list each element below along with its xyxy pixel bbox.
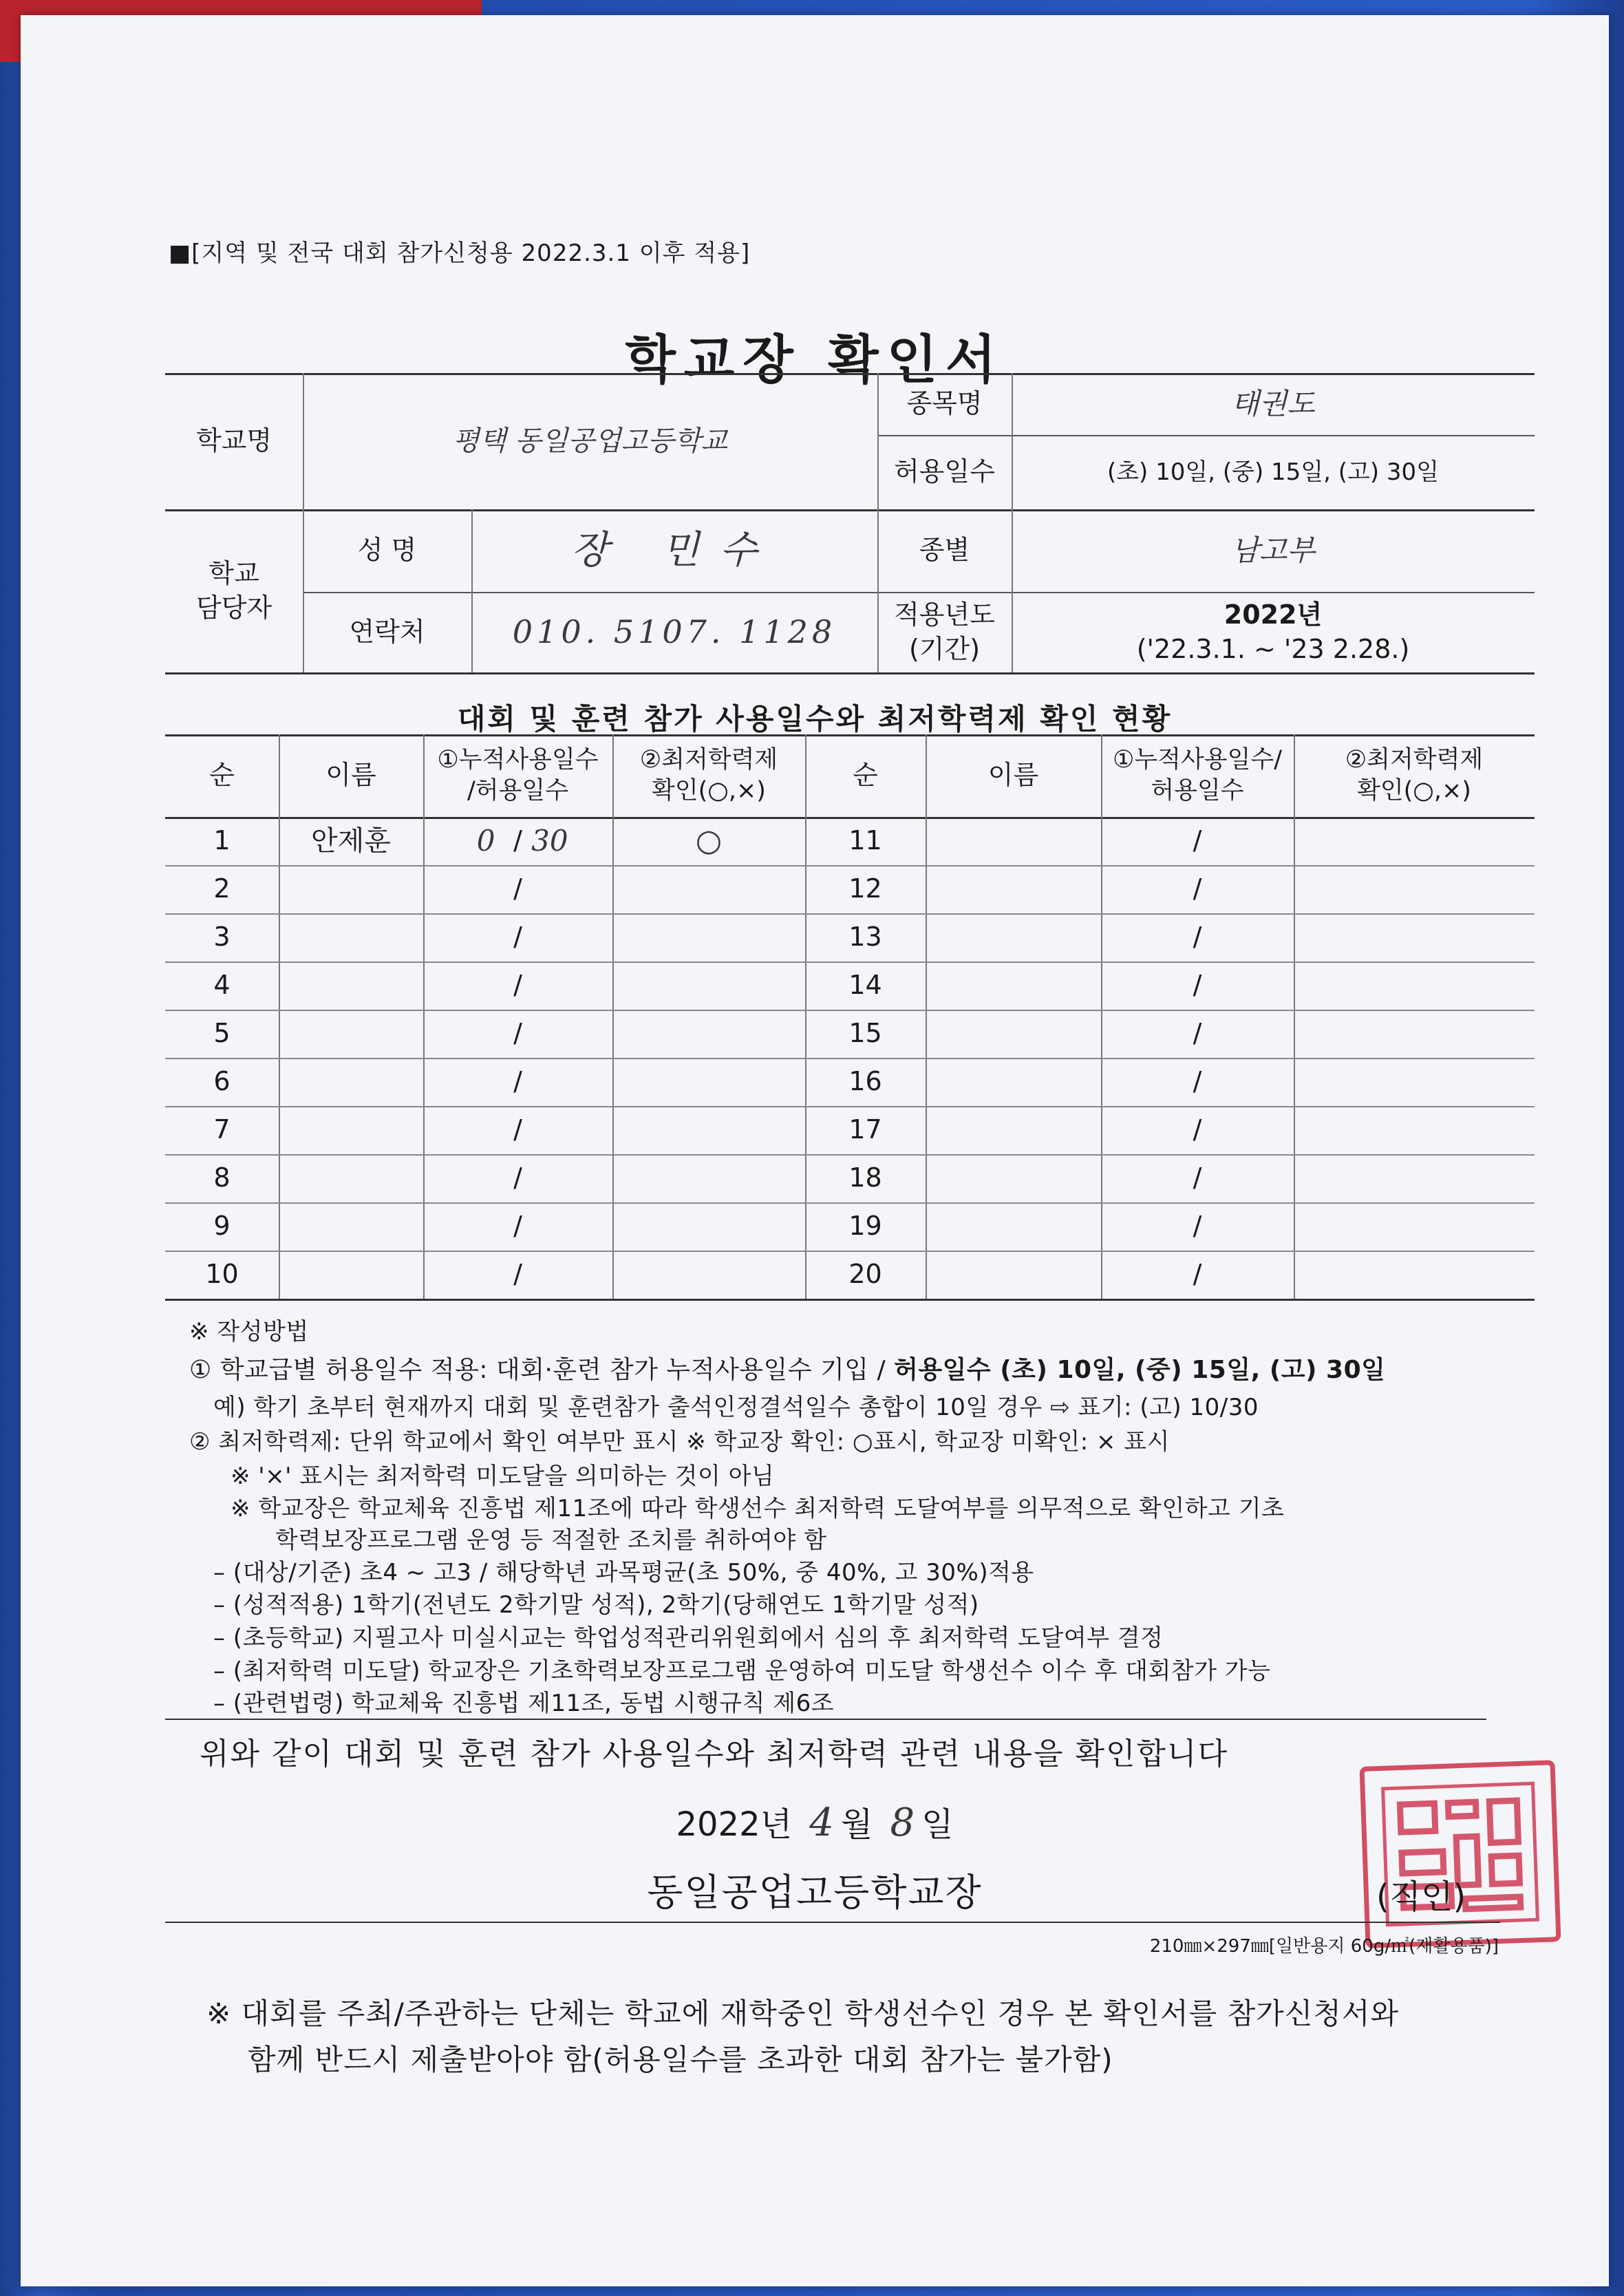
row-num-right: 17 [848, 1114, 882, 1145]
slash-separator: / [513, 970, 522, 1001]
slash-separator: / [513, 825, 522, 856]
row-check-right [1294, 961, 1535, 1010]
row-name-right [926, 961, 1101, 1010]
col-days-left-line1: ①누적사용일수 [437, 745, 599, 774]
row-days-right: / [1193, 1162, 1202, 1193]
row-name-right [926, 913, 1101, 961]
document-sheet [21, 15, 1609, 2286]
note-3: ② 최저학력제: 단위 학교에서 확인 여부만 표시 ※ 학교장 확인: ○표시, 학교장 미확인: × 표시 [189, 1428, 1170, 1456]
row-num-left: 7 [213, 1114, 231, 1145]
row-check-right [1294, 1154, 1535, 1202]
row-name-left [279, 1010, 423, 1058]
note-10: – (최저학력 미도달) 학교장은 기초학력보장프로그램 운영하여 미도달 학생선수 이수 후 대회참가 가능 [213, 1657, 1271, 1685]
row-num-right: 20 [848, 1259, 882, 1290]
col-days-left [423, 734, 612, 817]
col-num-left: 순 [209, 760, 235, 791]
row-check-left [612, 1202, 805, 1251]
footer-line2: 함께 반드시 제출받아야 함(허용일수를 초과한 대회 참가는 불가함) [248, 2043, 1113, 2077]
col-name-left: 이름 [325, 760, 376, 791]
note-5: ※ 학교장은 학교체육 진흥법 제11조에 따라 학생선수 최저학력 도달여부를 의무적으로 확인하고 기초 [231, 1495, 1285, 1522]
col-min-left-line1: ②최저학력제 [639, 745, 778, 774]
staff-label-line2: 담당자 [195, 592, 273, 623]
row-check-right [1294, 865, 1535, 913]
row-num-left: 1 [213, 825, 231, 856]
row-days-right: / [1193, 1114, 1202, 1145]
name-value: 장 민수 [570, 527, 778, 573]
row-name-right [926, 1010, 1101, 1058]
year-label-line2: (기간) [908, 633, 981, 664]
staff-label-line1: 학교 [209, 558, 259, 589]
col-days-right [1101, 734, 1294, 817]
row-num-left: 6 [213, 1066, 231, 1097]
slash-separator: / [513, 1211, 522, 1242]
row-num-right: 16 [848, 1066, 882, 1097]
slash-separator: / [513, 1162, 522, 1193]
row-name-right [926, 1058, 1101, 1106]
row-days-right: / [1193, 873, 1202, 904]
official-seal-stamp [1359, 1760, 1561, 1948]
note-8: – (성적적용) 1학기(전년도 2학기말 성적), 2학기(당해연도 1학기말 성적) [213, 1591, 979, 1619]
allowed-days-label: 허용일수 [894, 456, 995, 487]
footer-note [206, 1990, 1399, 2083]
row-days-left [423, 1251, 612, 1299]
used-days: 0 [476, 823, 495, 858]
row-days-left [423, 1010, 612, 1058]
allowed-days-value: (초) 10일, (중) 15일, (고) 30일 [1107, 458, 1440, 486]
note-6: 학력보장프로그램 운영 등 적절한 조치를 취하여야 함 [275, 1527, 827, 1554]
row-num-right: 13 [848, 922, 882, 953]
row-check-right [1294, 1106, 1535, 1154]
row-days-right: / [1193, 1066, 1202, 1097]
row-num-left: 5 [213, 1018, 231, 1049]
row-name-right [926, 1202, 1101, 1251]
row-days-right: / [1193, 1018, 1202, 1049]
division-label: 종별 [919, 535, 970, 566]
note-2: 예) 학기 초부터 현재까지 대회 및 훈련참가 출석인정결석일수 총합이 10일 경우 ⇨ 표기: (고) 10/30 [213, 1394, 1259, 1421]
row-check-left [612, 1154, 805, 1202]
row-name-right [926, 1251, 1101, 1299]
year-value [1012, 592, 1535, 672]
row-num-left: 8 [213, 1162, 231, 1193]
slash-separator: / [513, 1018, 522, 1049]
year-label [877, 592, 1012, 672]
event-label: 종목명 [906, 388, 983, 419]
row-name-right [926, 1106, 1101, 1154]
row-check-left [612, 1010, 805, 1058]
row-days-left [423, 1058, 612, 1106]
row-check-right [1294, 1202, 1535, 1251]
date-month: 4 [809, 1800, 834, 1845]
status-title: 대회 및 훈련 참가 사용일수와 최저학력제 확인 현황 [457, 702, 1173, 736]
year-value-year: 2022년 [1224, 599, 1323, 630]
row-num-right: 19 [848, 1211, 882, 1242]
contact-label: 연락처 [349, 616, 425, 647]
row-check-left [612, 865, 805, 913]
col-min-left-line2: 확인(○,×) [652, 777, 766, 805]
slash-separator: / [513, 1114, 522, 1145]
note-1a: ① 학교급별 허용일수 적용: 대회·훈련 참가 누적사용일수 기입 / [189, 1356, 895, 1384]
contact-value: 010. 5107. 1128 [512, 613, 837, 650]
row-days-left [423, 865, 612, 913]
confirm-statement: 위와 같이 대회 및 훈련 참가 사용일수와 최저학력 관련 내용을 확인합니다 [200, 1736, 1228, 1772]
date-year: 2022년 [676, 1805, 792, 1844]
name-label: 성 명 [357, 535, 417, 566]
col-name-right: 이름 [987, 760, 1039, 791]
note-9: – (초등학교) 지필고사 미실시교는 학업성적관리위원회에서 심의 후 최저학력 도달여부 결정 [213, 1624, 1164, 1652]
paper-spec: 210㎜×297㎜[일반용지 60g/㎡(재활용품)] [1149, 1936, 1499, 1957]
status-table-bottom-line [165, 1299, 1535, 1301]
staff-label [165, 509, 303, 672]
date-day-unit: 일 [921, 1805, 954, 1844]
row-check-right [1294, 1058, 1535, 1106]
row-num-left: 4 [213, 970, 231, 1001]
school-value: 평택 동일공업고등학교 [452, 425, 728, 457]
col-min-right [1294, 734, 1535, 817]
page-title: 학교장 확인서 [625, 329, 1005, 390]
year-label-line1: 적용년도 [894, 599, 995, 630]
row-name-left [279, 865, 423, 913]
row-num-right: 12 [848, 873, 882, 904]
row-num-right: 18 [848, 1162, 882, 1193]
row-name-left: 안제훈 [311, 825, 391, 857]
slash-separator: / [513, 1066, 522, 1097]
note-1 [189, 1350, 1385, 1385]
row-check-left [612, 913, 805, 961]
row-days-left [423, 961, 612, 1010]
notes-heading: ※ 작성방법 [189, 1318, 309, 1346]
row-name-left [279, 1154, 423, 1202]
row-check-right [1294, 817, 1535, 865]
row-days-right: / [1193, 1211, 1202, 1242]
row-name-right [926, 1154, 1101, 1202]
note-4: ※ '×' 표시는 최저학력 미도달을 의미하는 것이 아님 [231, 1463, 775, 1490]
sign-top-line [165, 1719, 1486, 1720]
row-check-right [1294, 913, 1535, 961]
date-day: 8 [890, 1800, 915, 1845]
col-num-right: 순 [853, 760, 878, 791]
row-check-left [612, 1106, 805, 1154]
year-value-period: ('22.3.1. ~ '23 2.28.) [1136, 633, 1410, 664]
row-num-right: 11 [848, 825, 882, 856]
row-days-right: / [1193, 825, 1202, 856]
row-num-left: 10 [205, 1259, 239, 1290]
row-name-left [279, 961, 423, 1010]
principal-title: 동일공업고등학교장 [647, 1871, 983, 1914]
sign-bottom-line [165, 1922, 1500, 1923]
row-days-left [423, 1202, 612, 1251]
row-num-left: 2 [213, 873, 231, 904]
footer-line1: ※ 대회를 주최/주관하는 단체는 학교에 재학중인 학생선수인 경우 본 확인서를 참가신청서와 [206, 1997, 1400, 2030]
row-check-right [1294, 1010, 1535, 1058]
note-7: – (대상/기준) 초4 ~ 고3 / 해당학년 과목평균(초 50%, 중 40%, 고 30%)적용 [213, 1559, 1034, 1586]
note-11: – (관련법령) 학교체육 진흥법 제11조, 동법 시행규칙 제6조 [213, 1690, 835, 1717]
row-num-right: 14 [848, 970, 882, 1001]
row-check-left [612, 1058, 805, 1106]
row-check-left [612, 1251, 805, 1299]
row-num-right: 15 [848, 1018, 882, 1049]
col-days-left-line2: /허용일수 [467, 777, 569, 805]
row-name-right [926, 817, 1101, 865]
slash-separator: / [513, 873, 522, 904]
division-value: 남고부 [1231, 533, 1315, 567]
row-name-left [279, 913, 423, 961]
col-min-left [612, 734, 805, 817]
event-value: 태권도 [1231, 386, 1315, 421]
row-check-right [1294, 1251, 1535, 1299]
school-label: 학교명 [195, 425, 273, 456]
row-days-left [423, 1154, 612, 1202]
row-days-right: / [1193, 922, 1202, 953]
row-check-left [612, 961, 805, 1010]
row-name-left [279, 1251, 423, 1299]
col-days-right-line2: 허용일수 [1151, 777, 1244, 805]
row-num-left: 3 [213, 922, 231, 953]
slash-separator: / [513, 1259, 522, 1290]
row-name-right [926, 865, 1101, 913]
allowed-days: 30 [531, 823, 568, 858]
row-num-left: 9 [213, 1211, 231, 1242]
col-min-right-line1: ②최저학력제 [1345, 745, 1484, 774]
info-line [165, 672, 1535, 674]
row-days-right: / [1193, 970, 1202, 1001]
row-name-left [279, 1058, 423, 1106]
seal-mark: (직인) [1376, 1878, 1466, 1916]
col-days-right-line1: ①누적사용일수/ [1112, 745, 1283, 774]
col-min-right-line2: 확인(○,×) [1357, 777, 1471, 805]
row-days-left [423, 817, 612, 865]
row-name-left [279, 1202, 423, 1251]
row-days-right: / [1193, 1259, 1202, 1290]
note-1b: 허용일수 (초) 10일, (중) 15일, (고) 30일 [894, 1356, 1386, 1384]
row-check-left: ○ [695, 823, 723, 859]
row-days-left [423, 1106, 612, 1154]
row-name-left [279, 1106, 423, 1154]
date-month-unit: 월 [840, 1805, 873, 1844]
row-days-left [423, 913, 612, 961]
slash-separator: / [513, 922, 522, 953]
usage-notice: ■[지역 및 전국 대회 참가신청용 2022.3.1 이후 적용] [169, 240, 751, 267]
